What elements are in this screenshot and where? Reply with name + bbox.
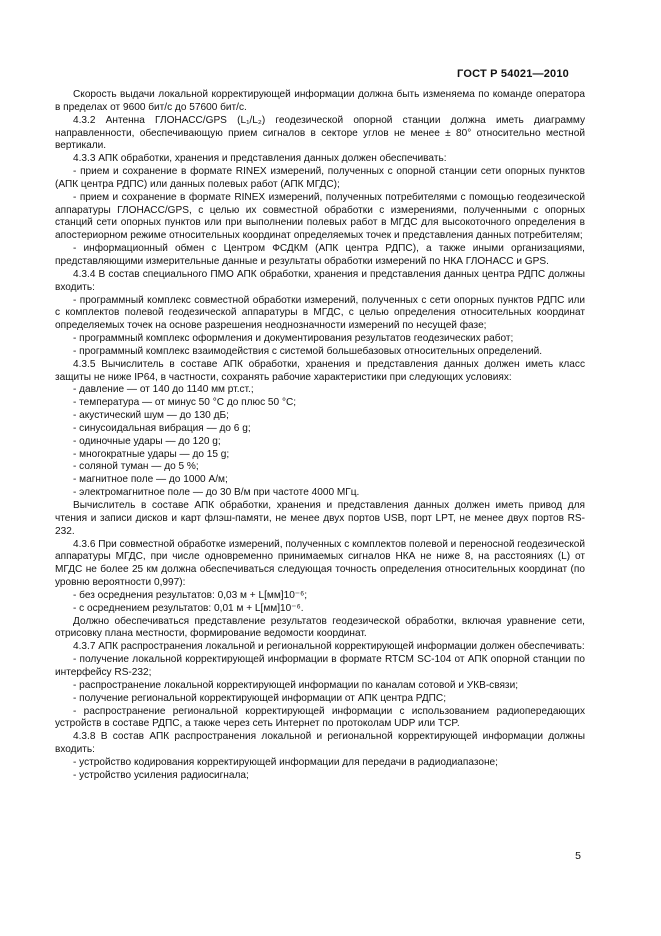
list-item: - температура — от минус 50 °С до плюс 50 °С; — [73, 397, 297, 409]
list-item: - без осреднения результатов: 0,03 м + L[мм]10⁻⁶; — [73, 589, 308, 601]
list-item: - получение региональной корректирующей информации от АПК центра РДПС; — [73, 692, 447, 704]
list-item: - информационный обмен с Центром ФСДКМ (АПК центра РДПС), а также иными организациями, представляющими измерительные данные и результаты обработки измерений по НКА ГЛОНАСС и GPS. — [55, 243, 585, 267]
list-item: - с осреднением результатов: 0,01 м + L[мм]10⁻⁶. — [73, 602, 304, 614]
paragraph: Вычислитель в составе АПК обработки, хранения и представления данных должен иметь привод для чтения и записи дисков и карт флэш-памяти, не менее двух портов USB, порт LPT, не менее двух портов RS-232. — [55, 500, 585, 537]
paragraph: 4.3.6 При совместной обработке измерений, полученных с комплектов полевой и переносной геодезической аппаратуры МГДС, при числе одновременно принимаемых сигналов НКА не ниже 8, на расстояниях (L) от МГДС не более 25 км должна обеспечиваться следующая точность определения относительных координат (по уровню вероятности 0,997): — [55, 538, 585, 589]
list-item: - распространение локальной корректирующей информации по каналам сотовой и УКВ-связи; — [73, 679, 519, 691]
paragraph: 4.3.5 Вычислитель в составе АПК обработки, хранения и представления данных должен иметь класс защиты не ниже IP64, в частности, сохранять рабочие характеристики при следующих условиях: — [55, 358, 585, 383]
list-item: - давление — от 140 до 1140 мм рт.ст.; — [73, 384, 254, 396]
list-item: - программный комплекс взаимодействия с системой большебазовых относительных определений. — [73, 345, 543, 357]
standard-header: ГОСТ Р 54021—2010 — [457, 68, 569, 80]
list-item: - акустический шум — до 130 дБ; — [73, 410, 229, 422]
list-item: - многократные удары — до 15 g; — [73, 448, 230, 460]
list-item: - устройство кодирования корректирующей информации для передачи в радиодиапазоне; — [73, 756, 498, 768]
list-item: - электромагнитное поле — до 30 В/м при частоте 4000 МГц. — [73, 487, 360, 499]
list-item: - одиночные удары — до 120 g; — [73, 435, 221, 447]
list-item: - распространение региональной корректирующей информации с использованием радиопередающих устройств в составе РДПС, а также через сеть Интернет по протоколам UDP или TCP. — [55, 705, 585, 730]
paragraph: 4.3.8 В состав АПК распространения локальной и региональной корректирующей информации должны входить: — [55, 731, 585, 756]
body-text — [55, 89, 585, 783]
list-item: - прием и сохранение в формате RINEX измерений, полученных с опорной станции сети опорных пунктов (АПК центра РДПС) или данных полевых работ (АПК МГДС); — [55, 166, 585, 190]
paragraph: 4.3.3 АПК обработки, хранения и представления данных должен обеспечивать: — [73, 153, 447, 165]
paragraph: Должно обеспечиваться представление результатов геодезической обработки, включая уравнение сети, отрисовку плана местности, формирование ведомости координат. — [55, 615, 585, 640]
list-item: - соляной туман — до 5 %; — [73, 461, 199, 473]
list-item: - программный комплекс оформления и документирования результатов геодезических работ; — [73, 333, 514, 345]
paragraph: 4.3.4 В состав специального ПМО АПК обработки, хранения и представления данных центра РДПС должны входить: — [55, 268, 585, 293]
list-item: - прием и сохранение в формате RINEX измерений, полученных потребителями с помощью геодезической аппаратуры ГЛОНАСС/GPS, с целью их совместной обработки с измерениями, полученными с опорных станций сети опорных пунктов или при выполнении полевых работ в МГДС для высокоточного определения в апостериорном режиме относительных координат определяемых точек и представления данных потребителям; — [55, 191, 585, 242]
list-item: - синусоидальная вибрация — до 6 g; — [73, 422, 251, 434]
paragraph: 4.3.7 АПК распространения локальной и региональной корректирующей информации должен обеспечивать: — [73, 641, 585, 653]
paragraph: 4.3.2 Антенна ГЛОНАСС/GPS (L₁/L₂) геодезической опорной станции должна иметь диаграмму направленности, обеспечивающую прием сигналов в секторе углов не менее ± 80° относительно местной вертикали. — [55, 114, 585, 152]
list-item: - устройство усиления радиосигнала; — [73, 769, 249, 781]
list-item: - магнитное поле — до 1000 А/м; — [73, 474, 228, 486]
list-item: - программный комплекс совместной обработки измерений, полученных с сети опорных пунктов РДПС или с комплектов полевой геодезической аппаратуры в МГДС, с целью определения относительных координат определяемых точек на основе разрешения неоднозначности измерений по несущей фазе; — [55, 294, 585, 332]
page-number: 5 — [575, 850, 581, 862]
list-item: - получение локальной корректирующей информации в формате RTCM SC-104 от АПК опорной станции по интерфейсу RS-232; — [55, 654, 585, 678]
paragraph: Скорость выдачи локальной корректирующей информации должна быть изменяема по команде оператора в пределах от 9600 бит/с до 57600 бит/с. — [55, 89, 585, 113]
